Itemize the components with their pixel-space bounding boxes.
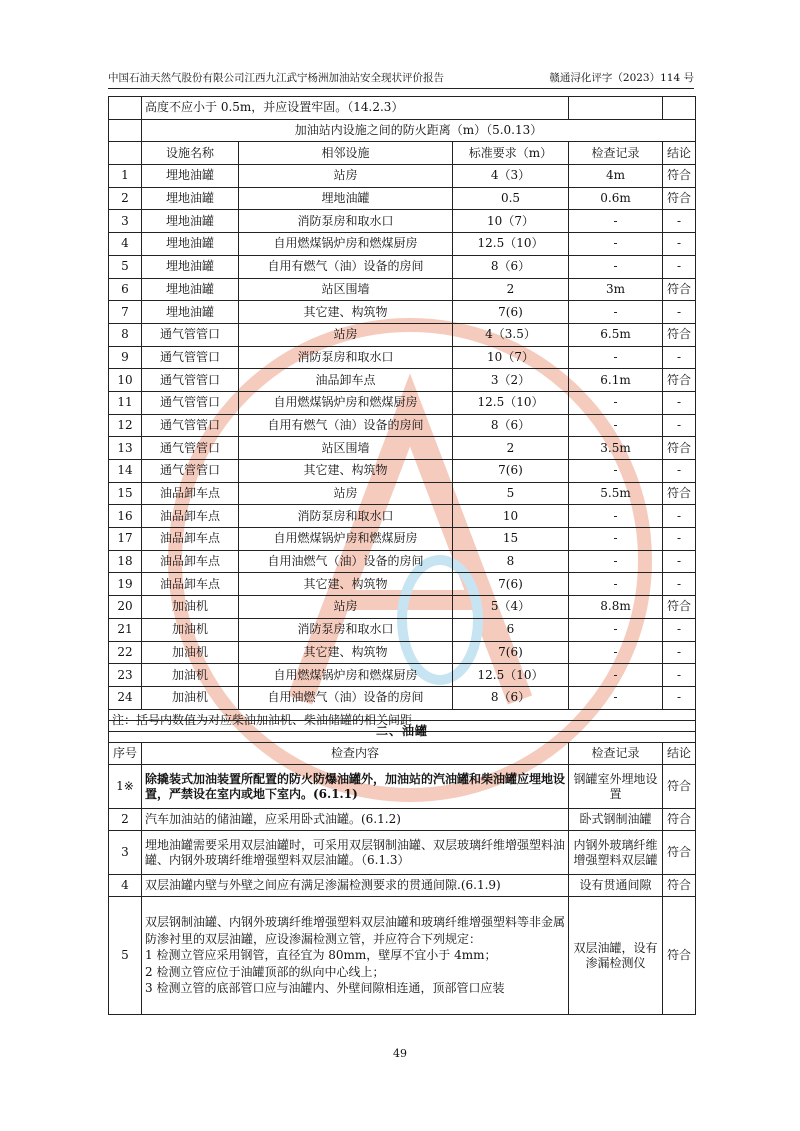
table-row — [109, 505, 696, 528]
cell-standard: 5（4） — [453, 596, 569, 619]
cell-facility: 埋地油罐 — [142, 278, 239, 301]
section2-header-row — [109, 743, 696, 765]
cell-adjacent: 自用燃煤锅炉房和燃煤厨房 — [239, 391, 453, 414]
cell-facility: 加油机 — [142, 686, 239, 709]
cell-adjacent: 油品卸车点 — [239, 369, 453, 392]
cell-adjacent: 自用有燃气（油）设备的房间 — [239, 414, 453, 437]
report-title: 中国石油天然气股份有限公司江西九江武宁杨洲加油站安全现状评价报告 — [108, 72, 444, 84]
cell-content: 双层油罐内壁与外壁之间应有满足渗漏检测要求的贯通间隙.(6.1.9) — [142, 875, 569, 897]
cell-result: 符合 — [663, 165, 696, 188]
cell-facility: 加油机 — [142, 596, 239, 619]
cell-facility: 通气管管口 — [142, 346, 239, 369]
table-row — [109, 210, 696, 233]
cell-standard: 8（6） — [453, 255, 569, 278]
cell-no: 17 — [109, 528, 142, 551]
section2-title-row — [109, 721, 696, 743]
cell-no: 5 — [109, 897, 142, 1015]
table-row — [109, 460, 696, 483]
table-row — [109, 255, 696, 278]
cell-no: 21 — [109, 618, 142, 641]
cell-adjacent: 消防泵房和取水口 — [239, 505, 453, 528]
cell-standard: 15 — [453, 528, 569, 551]
table-row — [109, 618, 696, 641]
cell-facility: 通气管管口 — [142, 369, 239, 392]
col-adjacent: 相邻设施 — [239, 142, 453, 165]
cell-facility: 通气管管口 — [142, 414, 239, 437]
cell-facility: 埋地油罐 — [142, 301, 239, 324]
cell-adjacent: 站房 — [239, 482, 453, 505]
cell-result: 符合 — [663, 875, 696, 897]
table-row — [109, 369, 696, 392]
cell-result: - — [663, 505, 696, 528]
cell-standard: 8（6） — [453, 414, 569, 437]
cell-standard: 10（7） — [453, 210, 569, 233]
table-row — [109, 809, 696, 831]
cell-adjacent: 其它建、构筑物 — [239, 460, 453, 483]
table-row — [109, 346, 696, 369]
continuation-text: 高度不应小于 0.5m，并应设置牢固。（14.2.3） — [142, 97, 569, 120]
content-line: 1 检测立管应采用钢管，直径宜为 80mm，壁厚不宜小于 4mm； — [145, 948, 497, 963]
cell-no: 2 — [109, 187, 142, 210]
cell-standard: 5 — [453, 482, 569, 505]
cell-record: 双层油罐，设有渗漏检测仪 — [569, 897, 663, 1015]
cell-standard: 7(6) — [453, 301, 569, 324]
cell-adjacent: 站房 — [239, 323, 453, 346]
cell-adjacent: 其它建、构筑物 — [239, 301, 453, 324]
col-result: 结论 — [663, 142, 696, 165]
cell-content: 汽车加油站的储油罐，应采用卧式油罐。(6.1.2) — [142, 809, 569, 831]
cell-no: 13 — [109, 437, 142, 460]
cell-facility: 埋地油罐 — [142, 165, 239, 188]
cell-record: - — [569, 301, 663, 324]
cell-standard: 7(6) — [453, 460, 569, 483]
cell-standard: 10 — [453, 505, 569, 528]
cell-record: 内钢外玻璃纤维增强塑料双层罐 — [569, 831, 663, 875]
cell-record: 3m — [569, 278, 663, 301]
cell-adjacent: 自用燃煤锅炉房和燃煤厨房 — [239, 664, 453, 687]
cell-result: 符合 — [663, 897, 696, 1015]
cell-result: 符合 — [663, 187, 696, 210]
cell-record: - — [569, 618, 663, 641]
cell-facility: 埋地油罐 — [142, 233, 239, 256]
table-row — [109, 831, 696, 875]
section1-title-row — [109, 119, 696, 142]
cell-no: 7 — [109, 301, 142, 324]
cell-standard: 0.5 — [453, 187, 569, 210]
cell-facility: 通气管管口 — [142, 460, 239, 483]
cell-adjacent: 站房 — [239, 596, 453, 619]
col-no: 序号 — [109, 743, 142, 765]
cell-record: 5.5m — [569, 482, 663, 505]
cell-facility: 通气管管口 — [142, 391, 239, 414]
cell-adjacent: 自用油燃气（油）设备的房间 — [239, 550, 453, 573]
report-number: 赣通浔化评字（2023）114 号 — [549, 72, 694, 84]
cell-adjacent: 自用燃煤锅炉房和燃煤厨房 — [239, 528, 453, 551]
cell-record: 0.6m — [569, 187, 663, 210]
cell-result: 符合 — [663, 809, 696, 831]
table-row — [109, 596, 696, 619]
cell-no: 6 — [109, 278, 142, 301]
cell-record: - — [569, 664, 663, 687]
cell-no: 4 — [109, 233, 142, 256]
cell-adjacent: 站房 — [239, 165, 453, 188]
cell-record: - — [569, 391, 663, 414]
table-row — [109, 187, 696, 210]
cell-no: 2 — [109, 809, 142, 831]
cell-standard: 7(6) — [453, 641, 569, 664]
cell-no: 24 — [109, 686, 142, 709]
cell-no: 14 — [109, 460, 142, 483]
cell-result: 符合 — [663, 482, 696, 505]
cell-standard: 12.5（10） — [453, 391, 569, 414]
cell-no: 3 — [109, 831, 142, 875]
cell-standard: 12.5（10） — [453, 233, 569, 256]
cell-record: 3.5m — [569, 437, 663, 460]
cell-record: - — [569, 573, 663, 596]
cell-result: - — [663, 528, 696, 551]
cell-record: - — [569, 233, 663, 256]
cell-result: - — [663, 573, 696, 596]
cell-adjacent: 消防泵房和取水口 — [239, 346, 453, 369]
cell-adjacent: 自用有燃气（油）设备的房间 — [239, 255, 453, 278]
cell-standard: 10（7） — [453, 346, 569, 369]
cell-standard: 7(6) — [453, 573, 569, 596]
content-line: 双层钢制油罐、内钢外玻璃纤维增强塑料双层油罐和玻璃纤维增强塑料等非金属防渗衬里的双层油罐，应设渗漏检测立管，并应符合下列规定： — [145, 915, 566, 946]
cell-no: 18 — [109, 550, 142, 573]
cell-no: 10 — [109, 369, 142, 392]
cell-facility: 通气管管口 — [142, 323, 239, 346]
oil-tank-table — [108, 720, 696, 1015]
cell-content: 埋地油罐需要采用双层油罐时，可采用双层钢制油罐、双层玻璃纤维增强塑料油罐、内钢外玻璃纤维增强塑料双层油罐。（6.1.3） — [142, 831, 569, 875]
table-row — [109, 765, 696, 809]
cell-record: - — [569, 210, 663, 233]
cell-facility: 加油机 — [142, 664, 239, 687]
cell-facility: 加油机 — [142, 618, 239, 641]
cell-result: 符合 — [663, 437, 696, 460]
cell-result: - — [663, 618, 696, 641]
cell-adjacent: 消防泵房和取水口 — [239, 210, 453, 233]
cell-no: 20 — [109, 596, 142, 619]
table-row — [109, 233, 696, 256]
table-row — [109, 301, 696, 324]
cell-no: 15 — [109, 482, 142, 505]
cell-record: 6.5m — [569, 323, 663, 346]
content-line: 2 检测立管应位于油罐顶部的纵向中心线上； — [145, 964, 385, 979]
table-row — [109, 391, 696, 414]
cell-result: - — [663, 233, 696, 256]
cell-record: 6.1m — [569, 369, 663, 392]
col-record: 检查记录 — [569, 743, 663, 765]
cell-adjacent: 自用燃煤锅炉房和燃煤厨房 — [239, 233, 453, 256]
cell-no: 16 — [109, 505, 142, 528]
cell-facility: 油品卸车点 — [142, 528, 239, 551]
table-row — [109, 165, 696, 188]
cell-standard: 2 — [453, 278, 569, 301]
table-row — [109, 482, 696, 505]
cell-facility: 加油机 — [142, 641, 239, 664]
cell-record: - — [569, 346, 663, 369]
table-row — [109, 278, 696, 301]
cell-facility: 油品卸车点 — [142, 482, 239, 505]
cell-record: - — [569, 550, 663, 573]
section2-title: 二、油罐 — [109, 721, 696, 743]
cell-result: - — [663, 641, 696, 664]
cell-result: - — [663, 686, 696, 709]
cell-adjacent: 消防泵房和取水口 — [239, 618, 453, 641]
cell-result: 符合 — [663, 596, 696, 619]
cell-record: 卧式钢制油罐 — [569, 809, 663, 831]
cell-result: - — [663, 255, 696, 278]
page-header — [108, 70, 694, 89]
cell-adjacent: 站区围墙 — [239, 278, 453, 301]
table-row — [109, 528, 696, 551]
cell-result: 符合 — [663, 278, 696, 301]
cell-result: 符合 — [663, 765, 696, 809]
cell-record: - — [569, 505, 663, 528]
cell-result: - — [663, 301, 696, 324]
cell-no: 19 — [109, 573, 142, 596]
cell-result: - — [663, 664, 696, 687]
cell-standard: 12.5（10） — [453, 664, 569, 687]
cell-no: 1※ — [109, 765, 142, 809]
cell-record: - — [569, 255, 663, 278]
page-number: 49 — [393, 1047, 407, 1060]
cell-result: 符合 — [663, 369, 696, 392]
cell-standard: 8 — [453, 550, 569, 573]
table-row — [109, 414, 696, 437]
cell-standard: 4（3.5） — [453, 323, 569, 346]
cell-result: - — [663, 346, 696, 369]
cell-result: - — [663, 210, 696, 233]
table-row — [109, 323, 696, 346]
section1-title: 加油站内设施之间的防火距离（m）（5.0.13） — [142, 119, 696, 142]
cell-no: 22 — [109, 641, 142, 664]
cell-record: 钢罐室外埋地设置 — [569, 765, 663, 809]
cell-standard: 3（2） — [453, 369, 569, 392]
cell-result: - — [663, 460, 696, 483]
cell-no: 1 — [109, 165, 142, 188]
cell-result: - — [663, 391, 696, 414]
cell-facility: 油品卸车点 — [142, 573, 239, 596]
cell-content: 除撬装式加油装置所配置的防火防爆油罐外，加油站的汽油罐和柴油罐应埋地设置，严禁设在室内或地下室内。(6.1.1) — [142, 765, 569, 809]
cell-content — [142, 897, 569, 1015]
cell-no: 23 — [109, 664, 142, 687]
cell-facility: 埋地油罐 — [142, 187, 239, 210]
table-row — [109, 641, 696, 664]
table-row — [109, 437, 696, 460]
cell-standard: 2 — [453, 437, 569, 460]
cell-adjacent: 其它建、构筑物 — [239, 573, 453, 596]
cell-facility: 油品卸车点 — [142, 505, 239, 528]
cell-record: - — [569, 528, 663, 551]
cell-facility: 埋地油罐 — [142, 210, 239, 233]
cell-adjacent: 其它建、构筑物 — [239, 641, 453, 664]
table-row — [109, 686, 696, 709]
col-facility: 设施名称 — [142, 142, 239, 165]
cell-adjacent: 埋地油罐 — [239, 187, 453, 210]
table-row — [109, 573, 696, 596]
continuation-row — [109, 97, 696, 120]
cell-record: - — [569, 641, 663, 664]
cell-record: 8.8m — [569, 596, 663, 619]
col-record: 检查记录 — [569, 142, 663, 165]
cell-result: 符合 — [663, 323, 696, 346]
table-row — [109, 875, 696, 897]
table-note: 注：括号内数值为对应柴油加油机、柴油储罐的相关间距 — [109, 709, 696, 732]
cell-result: - — [663, 414, 696, 437]
fire-distance-table — [108, 96, 696, 732]
cell-result: - — [663, 550, 696, 573]
cell-result: 符合 — [663, 831, 696, 875]
cell-record: - — [569, 414, 663, 437]
col-result: 结论 — [663, 743, 696, 765]
cell-no: 12 — [109, 414, 142, 437]
cell-no: 8 — [109, 323, 142, 346]
cell-no: 9 — [109, 346, 142, 369]
col-standard: 标准要求（m） — [453, 142, 569, 165]
cell-standard: 4（3） — [453, 165, 569, 188]
cell-record: - — [569, 460, 663, 483]
cell-no: 5 — [109, 255, 142, 278]
cell-facility: 通气管管口 — [142, 437, 239, 460]
table-row — [109, 550, 696, 573]
cell-adjacent: 站区围墙 — [239, 437, 453, 460]
cell-standard: 6 — [453, 618, 569, 641]
cell-record: 4m — [569, 165, 663, 188]
table-row — [109, 897, 696, 1015]
cell-no: 11 — [109, 391, 142, 414]
cell-record: 设有贯通间隙 — [569, 875, 663, 897]
cell-facility: 埋地油罐 — [142, 255, 239, 278]
cell-adjacent: 自用油燃气（油）设备的房间 — [239, 686, 453, 709]
cell-record: - — [569, 686, 663, 709]
table-row — [109, 664, 696, 687]
cell-facility: 油品卸车点 — [142, 550, 239, 573]
content-line: 3 检测立管的底部管口应与油罐内、外壁间隙相连通，顶部管口应装 — [145, 981, 505, 996]
cell-standard: 8（6） — [453, 686, 569, 709]
col-content: 检查内容 — [142, 743, 569, 765]
cell-no: 4 — [109, 875, 142, 897]
section1-header-row — [109, 142, 696, 165]
cell-no: 3 — [109, 210, 142, 233]
